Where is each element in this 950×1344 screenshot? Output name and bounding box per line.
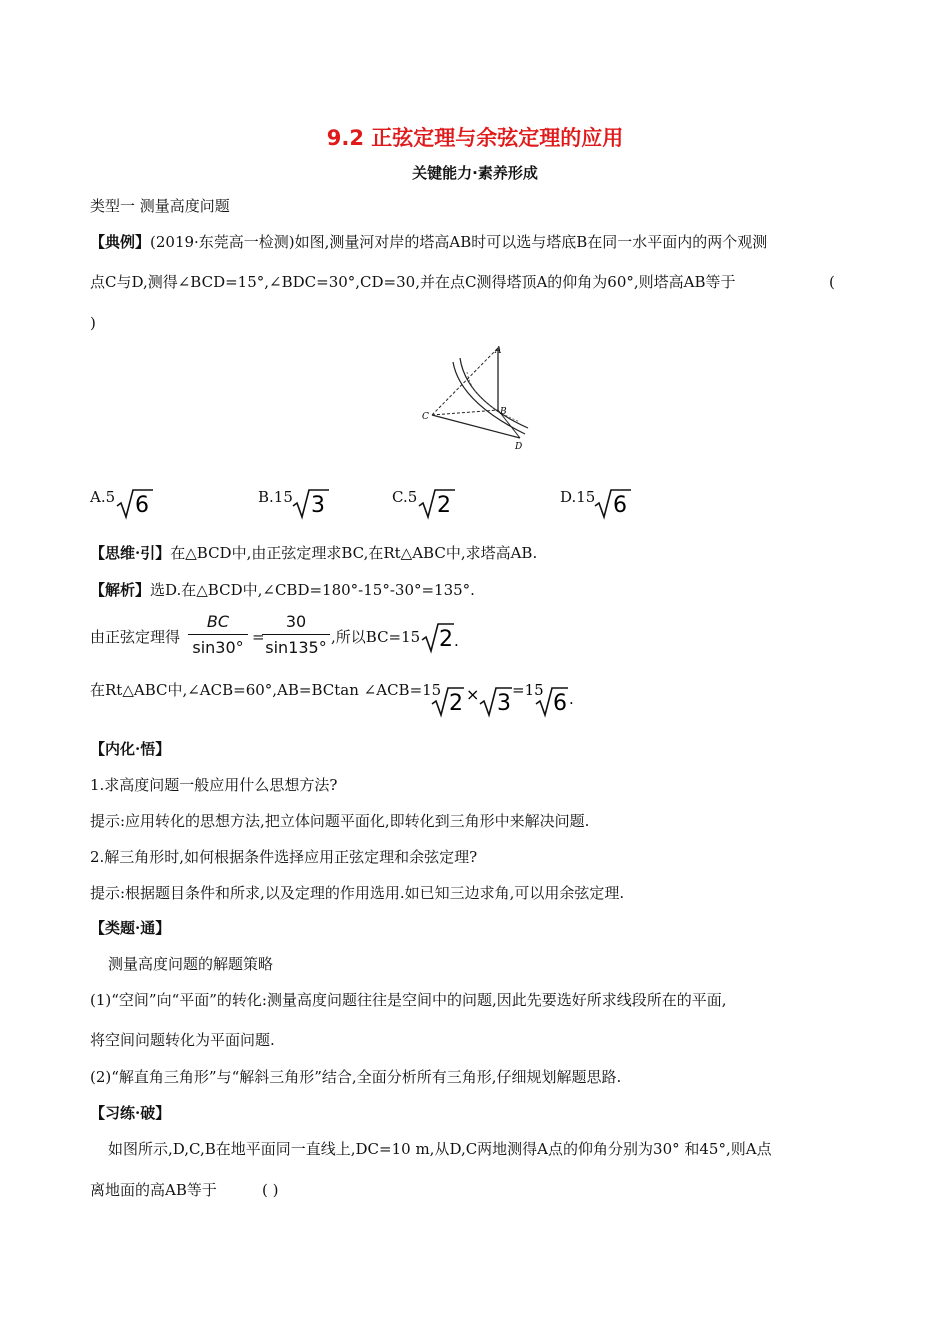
svg-text:3: 3 [497,691,511,716]
label-c: C [422,412,429,422]
example-tag: 【典例】 [90,233,151,251]
question-2: 2.解三角形时,如何根据条件选择应用正弦定理和余弦定理? [90,848,478,866]
analysis-line [90,580,475,600]
option-a-label: A.5 [90,488,116,506]
analysis-tag: 【解析】 [90,581,151,599]
svg-text:6: 6 [613,493,627,518]
option-d-label: D.15 [560,488,596,506]
svg-text:.: . [569,690,574,708]
strategy-1-line-1: (1)“空间”向“平面”的转化:测量高度问题往往是空间中的问题,因此先要选好所求线段所在的平面, [90,991,727,1009]
option-c-label: C.5 [392,488,418,506]
option-b [258,484,398,520]
type-heading: 类型一 测量高度问题 [90,197,230,215]
svg-text:6: 6 [553,691,567,716]
option-a [90,484,230,520]
fraction-bc-sin30: BC sin30° [188,612,248,657]
svg-text:×: × [466,685,480,704]
answer-paren-open: ( [829,273,835,291]
svg-text:2: 2 [437,493,451,518]
label-b: B [500,407,507,417]
similar-tag: 【类题·通】 [90,919,171,937]
svg-text:.: . [454,632,459,650]
svg-text:6: 6 [135,493,149,518]
svg-text:=15: =15 [512,682,544,699]
strategy-1-line-2: 将空间问题转化为平面问题. [90,1031,275,1049]
example-text-1: (2019·东莞高一检测)如图,测量河对岸的塔高AB时可以选与塔底B在同一水平面内的两个观测 [150,233,768,251]
answer-paren-close: ) [90,314,96,332]
internalize-tag: 【内化·悟】 [90,740,171,758]
hint-2: 提示:根据题目条件和所求,以及定理的作用选用.如已知三边求角,可以用余弦定理. [90,884,625,902]
svg-text:3: 3 [311,493,325,518]
practice-answer-paren: ( ) [262,1181,279,1199]
practice-line-2: 离地面的高AB等于 [90,1181,217,1199]
sqrt-6-d [593,484,633,520]
analysis-text: 选D.在△BCD中,∠CBD=180°-15°-30°=135°. [150,581,475,599]
tower-figure [420,342,535,454]
strategy-2: (2)“解直角三角形”与“解斜三角形”结合,全面分析所有三角形,仔细规划解题思路. [90,1068,622,1086]
sine-rule-prefix: 由正弦定理得 [90,628,181,646]
rt-line-prefix: 在Rt△ABC中,∠ACB=60°,AB=BCtan ∠ACB=15 [90,681,442,699]
thinking-text: 在△BCD中,由正弦定理求BC,在Rt△ABC中,求塔高AB. [170,544,538,562]
thinking-line [90,543,537,563]
sqrt-2-c [417,484,457,520]
practice-line-1: 如图所示,D,C,B在地平面同一直线上,DC=10 m,从D,C两地测得A点的仰角分别为30° 和45°,则A点 [108,1140,772,1158]
example-line-1 [90,232,767,252]
strategy-heading: 测量高度问题的解题策略 [108,955,274,973]
sqrt-3-b [291,484,331,520]
hint-1: 提示:应用转化的思想方法,把立体问题平面化,即转化到三角形中来解决问题. [90,812,590,830]
section-subtitle: 关键能力·素养形成 [412,164,538,182]
practice-tag: 【习练·破】 [90,1104,171,1122]
svg-text:2: 2 [439,627,453,652]
option-d [560,484,700,520]
rt-line-radicals [430,682,580,718]
label-a: A [495,346,502,356]
fraction-30-sin135: 30 sin135° [262,612,330,657]
example-line-2: 点C与D,测得∠BCD=15°,∠BDC=30°,CD=30,并在点C测得塔顶A的仰角为60°,则塔高AB等于 [90,273,736,291]
thinking-tag: 【思维·引】 [90,544,171,562]
option-b-label: B.15 [258,488,293,506]
equals-sign: = [252,628,265,646]
label-d: D [515,442,523,452]
sine-rule-suffix: ,所以BC=15 [331,628,421,646]
svg-text:2: 2 [449,691,463,716]
question-1: 1.求高度问题一般应用什么思想方法? [90,776,338,794]
page-title: 9.2 正弦定理与余弦定理的应用 [326,126,624,150]
sqrt-6-a [115,484,155,520]
option-c [392,484,532,520]
sqrt-2-bc [420,618,460,654]
